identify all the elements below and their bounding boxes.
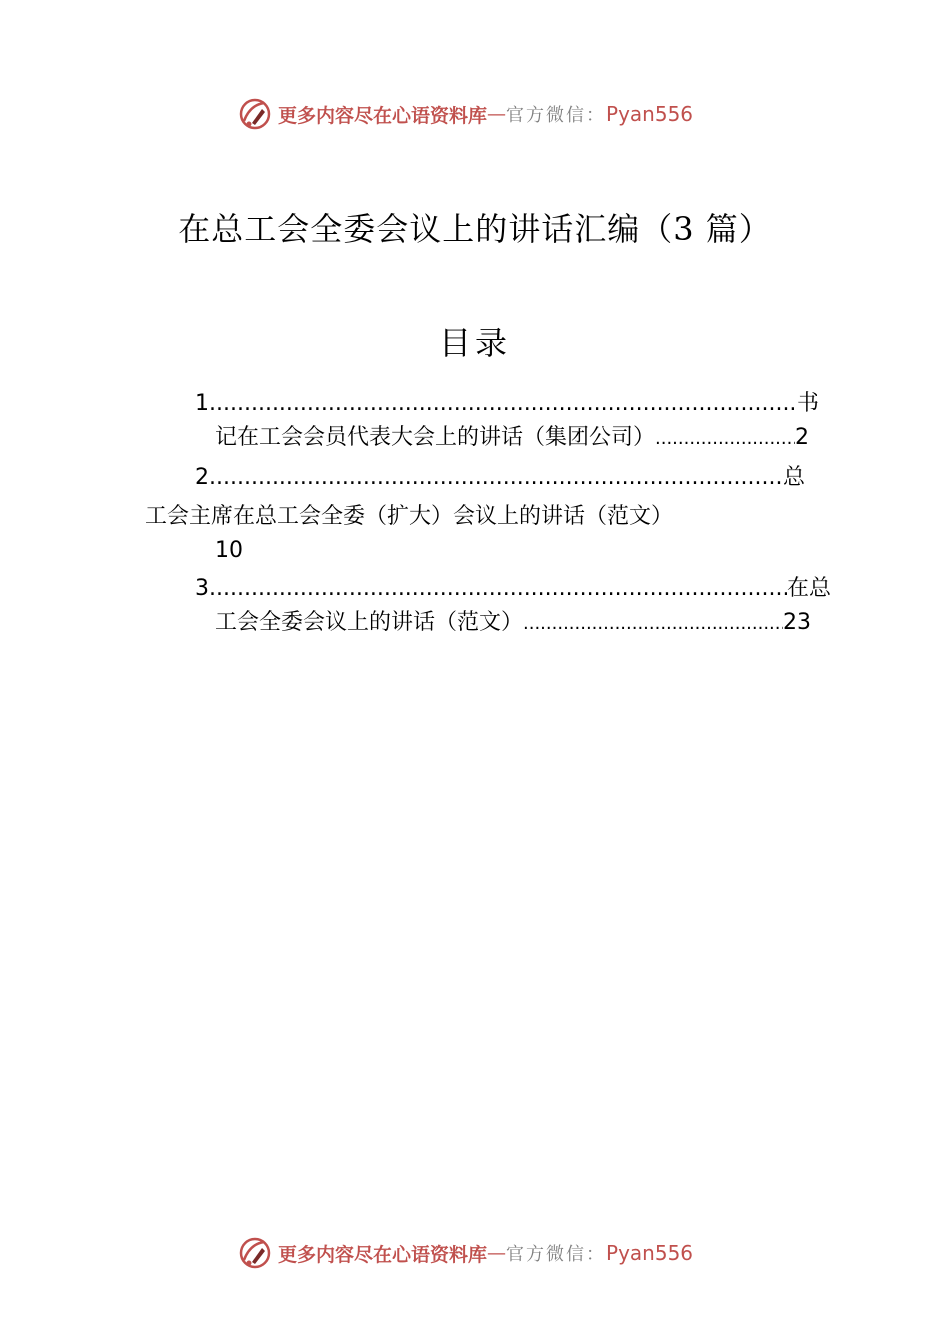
toc-dot-leader — [209, 389, 797, 419]
toc-entry-number: 3 — [195, 576, 209, 601]
toc-dot-leader — [655, 423, 795, 454]
toc-entry-head: 总 — [782, 465, 805, 490]
toc-dot-leader — [209, 463, 783, 493]
toc-entry-head: 在总 — [786, 576, 831, 601]
document-title: 在总工会全委会议上的讲话汇编（3 篇） — [178, 210, 772, 248]
toc-entry-1-line2[interactable] — [215, 423, 809, 454]
header-dash: — — [487, 103, 507, 125]
toc-heading: 目录 — [438, 324, 511, 362]
toc-entry-page: 10 — [215, 538, 243, 563]
toc-entry-number: 2 — [195, 465, 209, 490]
footer-wechat-id: Pyan556 — [606, 1241, 694, 1265]
header-wechat-id: Pyan556 — [606, 102, 694, 126]
header-wechat-label: 官方微信： — [506, 105, 607, 126]
toc-entry-2-line1[interactable] — [195, 463, 805, 493]
toc-entry-page: 23 — [783, 610, 811, 635]
toc-entry-title: 工会主席在总工会全委（扩大）会议上的讲话（范文） — [145, 504, 674, 529]
toc-entry-2-line3[interactable] — [215, 536, 243, 566]
toc-entry-title: 工会全委会议上的讲话（范文） — [215, 610, 524, 635]
header-brand-text: 更多内容尽在心语资料库 — [278, 104, 488, 127]
toc-entry-number: 1 — [195, 391, 209, 416]
pen-logo-icon — [238, 1236, 272, 1270]
footer-banner — [238, 1235, 693, 1271]
toc-entry-3-line1[interactable] — [195, 574, 831, 604]
toc-entry-3-line2[interactable] — [215, 608, 811, 639]
toc-entry-1-line1[interactable] — [195, 389, 819, 419]
footer-dash: — — [487, 1242, 507, 1264]
toc-entry-title: 记在工会会员代表大会上的讲话（集团公司） — [215, 425, 656, 450]
toc-entry-page: 2 — [795, 425, 809, 450]
toc-dot-leader — [523, 608, 783, 639]
footer-wechat-label: 官方微信： — [506, 1244, 607, 1265]
pen-logo-icon — [238, 97, 272, 131]
toc-entry-head: 书 — [796, 391, 819, 416]
toc-dot-leader — [209, 574, 787, 604]
toc-entry-2-line2[interactable] — [145, 502, 673, 532]
footer-brand-text: 更多内容尽在心语资料库 — [278, 1243, 488, 1266]
header-banner — [238, 96, 693, 132]
